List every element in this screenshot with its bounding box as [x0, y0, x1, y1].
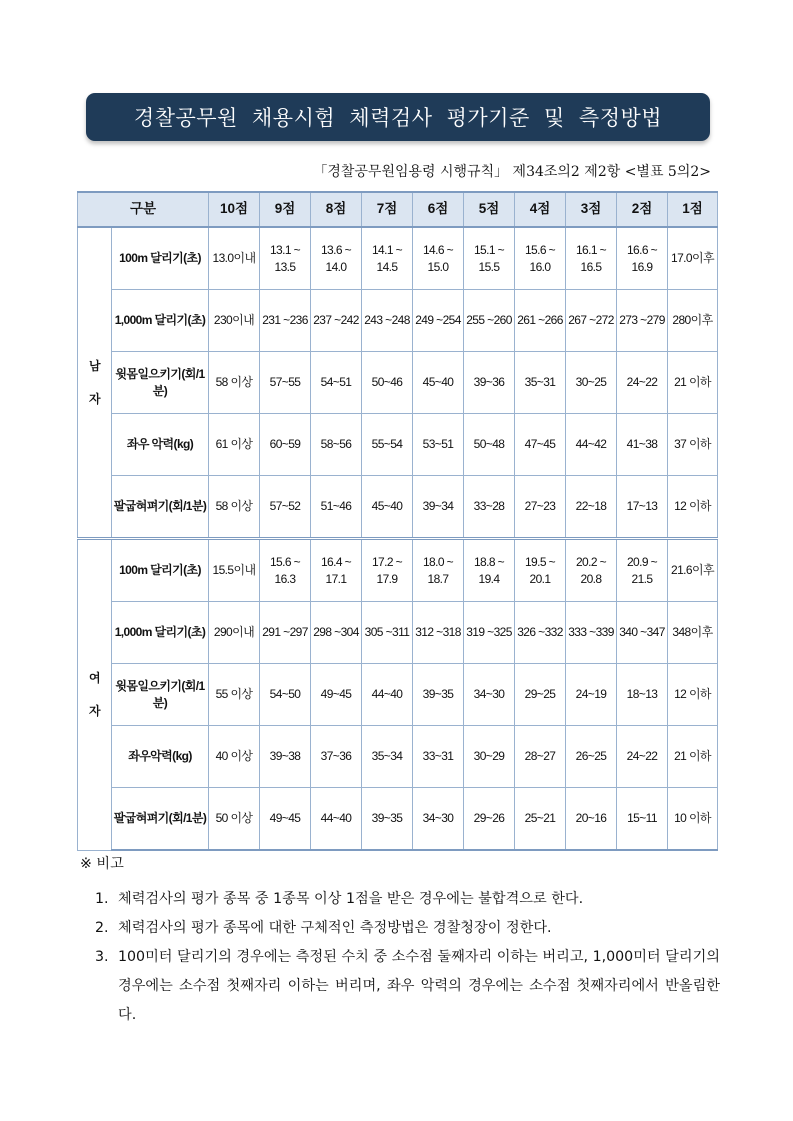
- score-cell: 20.9 ~ 21.5: [617, 539, 668, 602]
- score-cell: 50~48: [464, 414, 515, 476]
- gender-label: 남 자: [78, 227, 112, 539]
- header-score-2: 2점: [617, 192, 668, 227]
- score-cell: 15.1 ~ 15.5: [464, 227, 515, 290]
- score-cell: 249 ~254: [413, 290, 464, 352]
- score-cell: 237 ~242: [311, 290, 362, 352]
- score-cell: 24~22: [617, 726, 668, 788]
- score-cell: 230이내: [209, 290, 260, 352]
- score-cell: 25~21: [515, 788, 566, 851]
- score-cell: 348이후: [668, 602, 718, 664]
- score-cell: 39~35: [362, 788, 413, 851]
- header-score-1: 1점: [668, 192, 718, 227]
- table-row: [78, 352, 718, 414]
- test-item-label: 윗몸일으키기(회/1분): [112, 664, 209, 726]
- table-row: [78, 476, 718, 539]
- test-item-label: 좌우 악력(kg): [112, 414, 209, 476]
- score-cell: 37~36: [311, 726, 362, 788]
- score-cell: 30~25: [566, 352, 617, 414]
- score-cell: 17.2 ~ 17.9: [362, 539, 413, 602]
- score-cell: 267 ~272: [566, 290, 617, 352]
- test-item-label: 윗몸일으키기(회/1분): [112, 352, 209, 414]
- score-cell: 44~40: [311, 788, 362, 851]
- remark-text: 체력검사의 평가 종목 중 1종목 이상 1점을 받은 경우에는 불합격으로 한다.: [118, 891, 584, 907]
- score-cell: 18~13: [617, 664, 668, 726]
- score-cell: 13.6 ~ 14.0: [311, 227, 362, 290]
- score-cell: 291 ~297: [260, 602, 311, 664]
- score-cell: 54~50: [260, 664, 311, 726]
- legal-source-reference: 「경찰공무원임용령 시행규칙」 제34조의2 제2항 <별표 5의2>: [313, 164, 711, 180]
- gender-label: 여 자: [78, 539, 112, 851]
- score-cell: 29~25: [515, 664, 566, 726]
- score-cell: 17.0이후: [668, 227, 718, 290]
- score-cell: 15.6 ~ 16.0: [515, 227, 566, 290]
- score-cell: 55~54: [362, 414, 413, 476]
- score-cell: 50~46: [362, 352, 413, 414]
- score-cell: 57~55: [260, 352, 311, 414]
- score-cell: 16.6 ~ 16.9: [617, 227, 668, 290]
- table-row: [78, 539, 718, 602]
- score-cell: 340 ~347: [617, 602, 668, 664]
- header-score-10: 10점: [209, 192, 260, 227]
- score-cell: 12 이하: [668, 476, 718, 539]
- score-cell: 34~30: [464, 664, 515, 726]
- score-cell: 305 ~311: [362, 602, 413, 664]
- score-cell: 34~30: [413, 788, 464, 851]
- remark-number: 3.: [95, 949, 109, 965]
- score-cell: 33~31: [413, 726, 464, 788]
- score-cell: 10 이하: [668, 788, 718, 851]
- score-cell: 333 ~339: [566, 602, 617, 664]
- test-item-label: 팔굽혀펴기(회/1분): [112, 788, 209, 851]
- table-body: [78, 227, 718, 850]
- header-score-5: 5점: [464, 192, 515, 227]
- score-cell: 39~36: [464, 352, 515, 414]
- score-cell: 280이후: [668, 290, 718, 352]
- score-cell: 15.5이내: [209, 539, 260, 602]
- table-row: [78, 602, 718, 664]
- score-cell: 49~45: [260, 788, 311, 851]
- score-cell: 58 이상: [209, 476, 260, 539]
- score-cell: 312 ~318: [413, 602, 464, 664]
- score-cell: 50 이상: [209, 788, 260, 851]
- score-cell: 13.0이내: [209, 227, 260, 290]
- score-cell: 57~52: [260, 476, 311, 539]
- score-cell: 231 ~236: [260, 290, 311, 352]
- score-cell: 61 이상: [209, 414, 260, 476]
- score-cell: 39~35: [413, 664, 464, 726]
- score-cell: 44~42: [566, 414, 617, 476]
- table-row: [78, 664, 718, 726]
- score-cell: 58 이상: [209, 352, 260, 414]
- score-cell: 60~59: [260, 414, 311, 476]
- score-cell: 20~16: [566, 788, 617, 851]
- test-item-label: 팔굽혀펴기(회/1분): [112, 476, 209, 539]
- table-row: [78, 726, 718, 788]
- score-cell: 14.1 ~ 14.5: [362, 227, 413, 290]
- header-category: 구분: [78, 192, 209, 227]
- score-cell: 47~45: [515, 414, 566, 476]
- score-cell: 24~22: [617, 352, 668, 414]
- score-cell: 39~38: [260, 726, 311, 788]
- score-cell: 17~13: [617, 476, 668, 539]
- test-item-label: 1,000m 달리기(초): [112, 602, 209, 664]
- score-cell: 16.4 ~ 17.1: [311, 539, 362, 602]
- score-cell: 35~31: [515, 352, 566, 414]
- remarks-section: [80, 853, 720, 1030]
- score-cell: 19.5 ~ 20.1: [515, 539, 566, 602]
- score-cell: 27~23: [515, 476, 566, 539]
- score-cell: 15.6 ~ 16.3: [260, 539, 311, 602]
- remark-item: [80, 914, 720, 943]
- score-cell: 22~18: [566, 476, 617, 539]
- test-item-label: 좌우악력(kg): [112, 726, 209, 788]
- table-row: [78, 290, 718, 352]
- remarks-header: ※ 비고: [80, 856, 124, 872]
- score-cell: 319 ~325: [464, 602, 515, 664]
- score-cell: 290이내: [209, 602, 260, 664]
- score-cell: 255 ~260: [464, 290, 515, 352]
- score-cell: 21.6이후: [668, 539, 718, 602]
- score-cell: 29~26: [464, 788, 515, 851]
- score-cell: 33~28: [464, 476, 515, 539]
- document-title: 경찰공무원 채용시험 체력검사 평가기준 및 측정방법: [86, 93, 710, 141]
- header-score-8: 8점: [311, 192, 362, 227]
- test-item-label: 100m 달리기(초): [112, 227, 209, 290]
- header-score-3: 3점: [566, 192, 617, 227]
- score-cell: 45~40: [362, 476, 413, 539]
- score-cell: 40 이상: [209, 726, 260, 788]
- remark-text: 100미터 달리기의 경우에는 측정된 수치 중 소수점 둘째자리 이하는 버리고, 1,000미터 달리기의 경우에는 소수점 첫째자리 이하는 버리며, 좌우 악력의 경우에는 소수점 첫째자리에서 반올림한다.: [118, 949, 720, 1023]
- fitness-standards-table: [77, 191, 718, 851]
- score-cell: 53~51: [413, 414, 464, 476]
- score-cell: 45~40: [413, 352, 464, 414]
- score-cell: 12 이하: [668, 664, 718, 726]
- score-cell: 298 ~304: [311, 602, 362, 664]
- score-cell: 39~34: [413, 476, 464, 539]
- table-row: [78, 788, 718, 851]
- score-cell: 21 이하: [668, 352, 718, 414]
- table-header-row: [78, 192, 718, 227]
- score-cell: 21 이하: [668, 726, 718, 788]
- test-item-label: 100m 달리기(초): [112, 539, 209, 602]
- remark-item: [80, 943, 720, 1030]
- score-cell: 326 ~332: [515, 602, 566, 664]
- score-cell: 15~11: [617, 788, 668, 851]
- score-cell: 20.2 ~ 20.8: [566, 539, 617, 602]
- remark-text: 체력검사의 평가 종목에 대한 구체적인 측정방법은 경찰청장이 정한다.: [118, 920, 552, 936]
- score-cell: 28~27: [515, 726, 566, 788]
- score-cell: 261 ~266: [515, 290, 566, 352]
- table-row: [78, 227, 718, 290]
- header-score-9: 9점: [260, 192, 311, 227]
- score-cell: 44~40: [362, 664, 413, 726]
- score-cell: 14.6 ~ 15.0: [413, 227, 464, 290]
- score-cell: 54~51: [311, 352, 362, 414]
- header-score-4: 4점: [515, 192, 566, 227]
- header-score-7: 7점: [362, 192, 413, 227]
- score-cell: 49~45: [311, 664, 362, 726]
- score-cell: 18.8 ~ 19.4: [464, 539, 515, 602]
- test-item-label: 1,000m 달리기(초): [112, 290, 209, 352]
- score-cell: 18.0 ~ 18.7: [413, 539, 464, 602]
- score-cell: 26~25: [566, 726, 617, 788]
- remark-number: 2.: [95, 920, 109, 936]
- score-cell: 30~29: [464, 726, 515, 788]
- score-cell: 51~46: [311, 476, 362, 539]
- score-cell: 16.1 ~ 16.5: [566, 227, 617, 290]
- score-cell: 58~56: [311, 414, 362, 476]
- header-score-6: 6점: [413, 192, 464, 227]
- score-cell: 24~19: [566, 664, 617, 726]
- score-cell: 35~34: [362, 726, 413, 788]
- score-cell: 13.1 ~ 13.5: [260, 227, 311, 290]
- score-cell: 55 이상: [209, 664, 260, 726]
- table-row: [78, 414, 718, 476]
- score-cell: 41~38: [617, 414, 668, 476]
- remark-number: 1.: [95, 891, 109, 907]
- score-cell: 273 ~279: [617, 290, 668, 352]
- score-cell: 37 이하: [668, 414, 718, 476]
- score-cell: 243 ~248: [362, 290, 413, 352]
- remark-item: [80, 885, 720, 914]
